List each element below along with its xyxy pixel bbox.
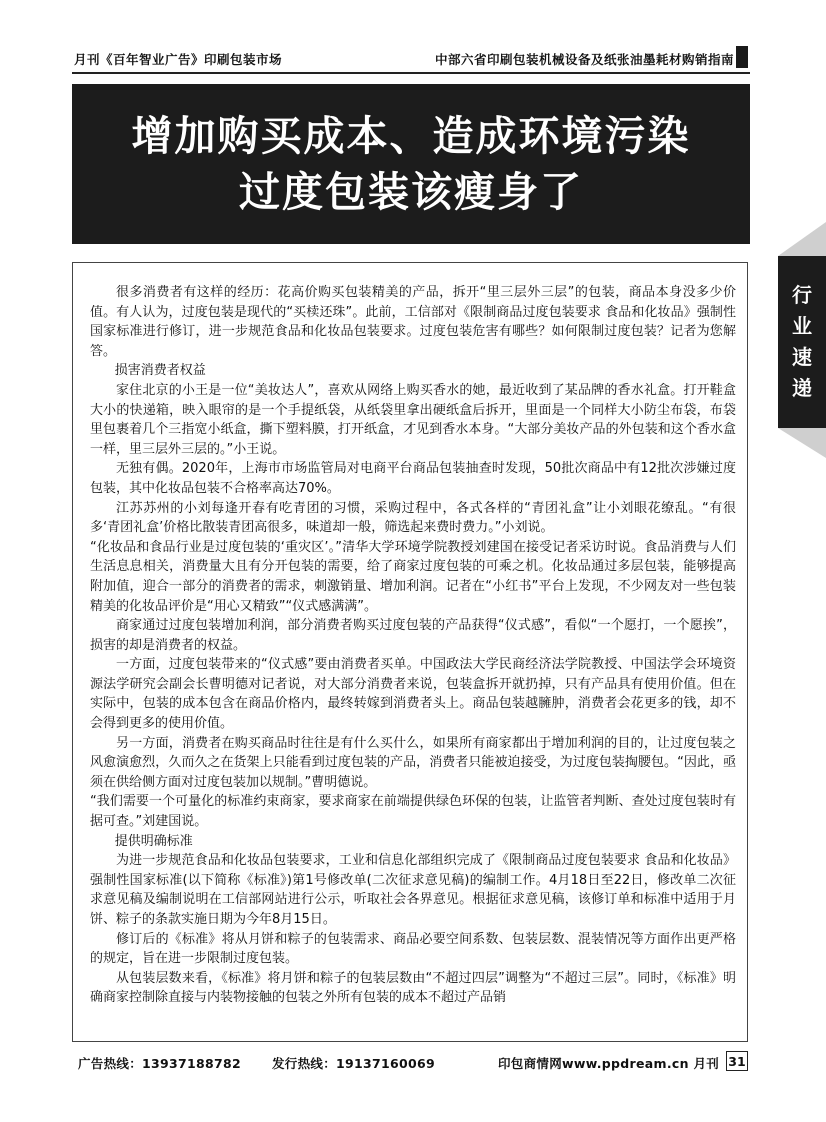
footer-website: 印包商情网www.ppdream.cn 月刊	[498, 1056, 720, 1071]
tab-fold-top	[778, 222, 826, 256]
section-subheading: 提供明确标准	[114, 833, 193, 849]
article-body	[90, 283, 736, 1008]
paragraph: 江苏苏州的小刘每逢开春有吃青团的习惯，采购过程中，各式各样的“青团礼盒”让小刘眼花缭乱。“有很多‘青团礼盒’价格比散装青团高很多，味道却一般，筛选起来费时费力。”小刘说。	[90, 500, 736, 536]
tab-fold-bottom	[778, 428, 826, 458]
header-publication: 月刊《百年智业广告》印刷包装市场	[74, 52, 283, 67]
section-subheading: 损害消费者权益	[114, 363, 206, 379]
header-marker-bar	[736, 46, 748, 68]
paragraph: 很多消费者有这样的经历：花高价购买包装精美的产品，拆开“里三层外三层”的包装，商品本身没多少价值。有人认为，过度包装是现代的“买椟还珠”。此前，工信部对《限制商品过度包装要求 食品和化妆品》强制性国家标准进行修订，进一步规范食品和化妆品包装要求。过度包装危害有哪些？如何限制过度包装？记者为您解答。	[90, 285, 736, 359]
paragraph: 从包装层数来看，《标准》将月饼和粽子的包装层数由“不超过四层”调整为“不超过三层”。同时，《标准》明确商家控制除直接与内装物接触的包装之外所有包装的成本不超过产品销	[90, 970, 736, 1006]
paragraph: 商家通过过度包装增加利润，部分消费者购买过度包装的产品获得“仪式感”，看似“一个愿打，一个愿挨”，损害的却是消费者的权益。	[90, 618, 736, 653]
paragraph: 修订后的《标准》将从月饼和粽子的包装需求、商品必要空间系数、包装层数、混装情况等方面作出更严格的规定，旨在进一步限制过度包装。	[90, 931, 736, 967]
footer-ad-hotline: 广告热线：13937188782	[78, 1056, 241, 1071]
header-guide-title: 中部六省印刷包装机械设备及纸张油墨耗材购销指南	[434, 52, 734, 67]
page-number: 31	[726, 1051, 748, 1071]
header-divider	[72, 72, 750, 74]
footer-distribution-hotline: 发行热线：19137160069	[272, 1056, 435, 1071]
tab-char: 递	[792, 376, 812, 400]
headline-line-2: 过度包装该瘦身了	[239, 168, 583, 216]
paragraph: 家住北京的小王是一位“美妆达人”，喜欢从网络上购买香水的她，最近收到了某品牌的香水礼盒。打开鞋盒大小的快递箱，映入眼帘的是一个手提纸袋，从纸袋里拿出硬纸盒后拆开，里面是一个同样大小防尘布袋，布袋里包裹着几个三指宽小纸盒，撕下塑料膜，打开纸盒，才见到香水本身。“大部分美妆产品的外包装和这个香水盒一样，里三层外三层的。”小王说。	[90, 382, 736, 457]
paragraph: 无独有偶。2020年，上海市市场监管局对电商平台商品包装抽查时发现，50批次商品中有12批次涉嫌过度包装，其中化妆品包装不合格率高达70%。	[90, 461, 736, 496]
tab-char: 速	[792, 345, 812, 369]
paragraph: “化妆品和食品行业是过度包装的‘重灾区’。”清华大学环境学院教授刘建国在接受记者采访时说。食品消费与人们生活息息相关，消费量大且有分开包装的需要，给了商家过度包装的可乘之机。化妆品通过多层包装，能够提高附加值，迎合一部分的消费者的需求，刺激销量、增加利润。记者在“小红书”平台上发现，不少网友对一些包装精美的化妆品评价是“用心又精致”“仪式感满满”。	[90, 539, 736, 614]
headline-line-1: 增加购买成本、造成环境污染	[131, 112, 691, 160]
section-tab	[778, 222, 826, 460]
paragraph: 另一方面，消费者在购买商品时往往是有什么买什么，如果所有商家都出于增加利润的目的，让过度包装之风愈演愈烈，久而久之在货架上只能看到过度包装的产品，消费者只能被迫接受，为过度包装掏腰包。“因此，亟须在供给侧方面对过度包装加以规制。”曹明德说。	[90, 735, 736, 790]
headline-banner	[72, 84, 750, 244]
paragraph: 为进一步规范食品和化妆品包装要求，工业和信息化部组织完成了《限制商品过度包装要求 食品和化妆品》强制性国家标准(以下简称《标准》)第1号修改单(二次征求意见稿)的编制工作。4月18日至22日，修改单二次征求意见稿及编制说明在工信部网站进行公示，听取社会各界意见。根据征求意见稿，该修订单和标准中适用于月饼、粽子的条款实施日期为今年8月15日。	[90, 853, 736, 927]
tab-body	[778, 256, 826, 428]
paragraph: “我们需要一个可量化的标准约束商家，要求商家在前端提供绿色环保的包装，让监管者判断、查处过度包装时有据可查。”刘建国说。	[90, 794, 736, 830]
paragraph: 一方面，过度包装带来的“仪式感”要由消费者买单。中国政法大学民商经济法学院教授、中国法学会环境资源法学研究会副会长曹明德对记者说，对大部分消费者来说，包装盒拆开就扔掉，只有产品具有使用价值。但在实际中，包装的成本包含在商品价格内，最终转嫁到消费者头上。商品包装越臃肿，消费者会花更多的钱，却不会得到更多的使用价值。	[90, 657, 736, 732]
tab-char: 业	[792, 314, 812, 338]
tab-char: 行	[792, 283, 812, 307]
